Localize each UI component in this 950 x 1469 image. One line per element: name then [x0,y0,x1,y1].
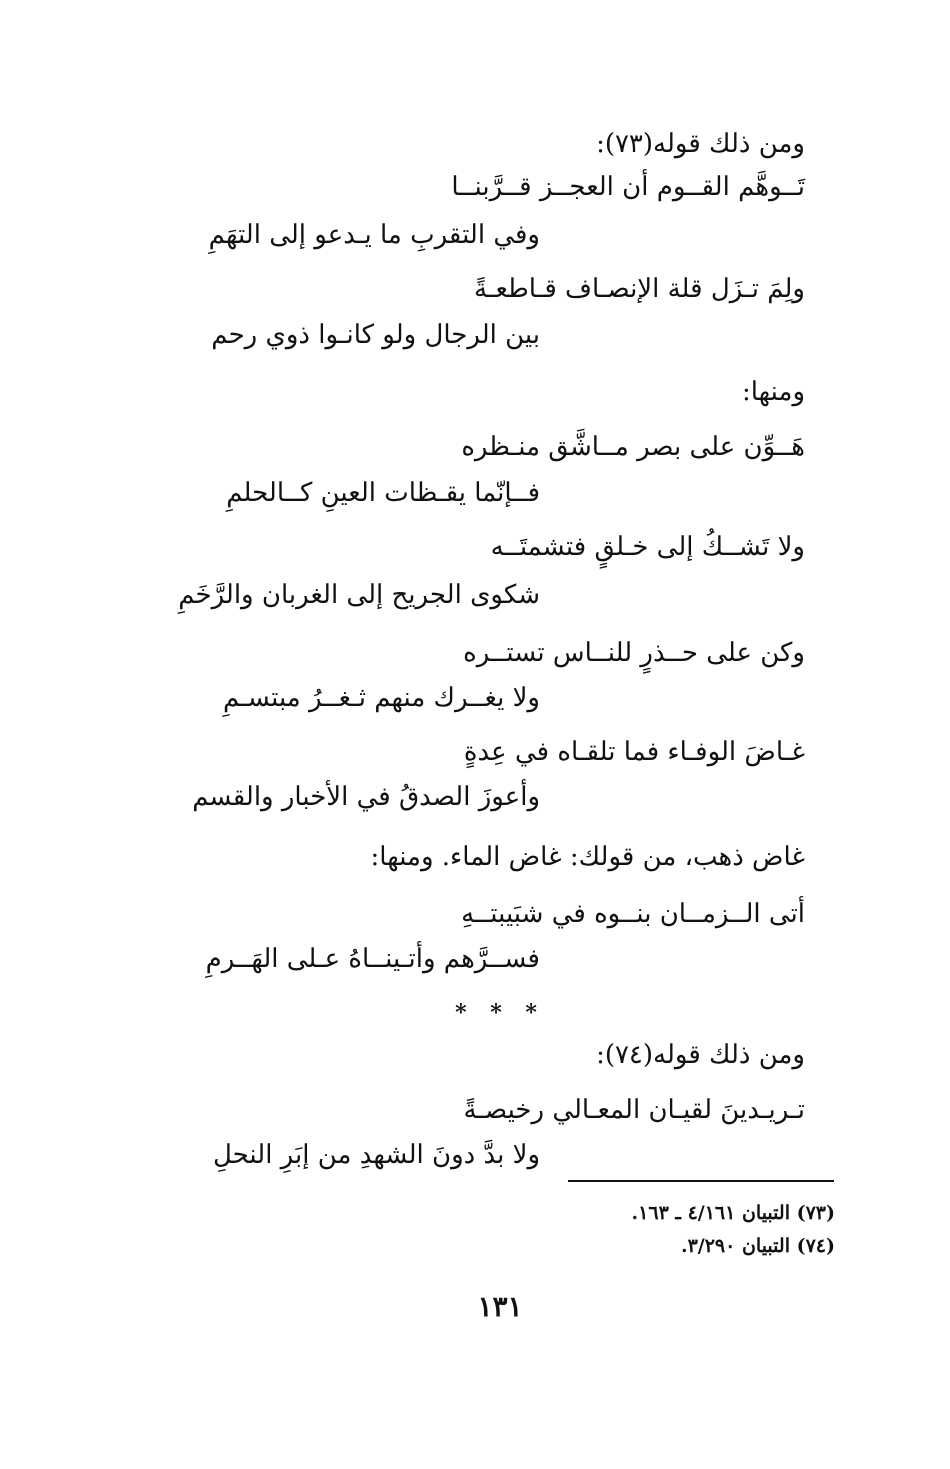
footnote-74: (٧٤) التبيان ٣/٢٩٠. [680,1235,835,1257]
verse-6-second-hemistich: وأعوزَ الصدقُ في الأخبار والقسم [192,782,540,812]
verse-6-first-hemistich: غـاضَ الوفـاء فما تلقـاه في عِدةٍ [463,737,805,767]
verse-7-second-hemistich: فســرَّهم وأتـينــاهُ عـلى الهَــرمِ [205,944,540,974]
footnote-divider [568,1180,834,1182]
verse-2-second-hemistich: بين الرجال ولو كانـوا ذوي رحم [211,320,540,350]
verse-2-first-hemistich: ولِمَ تـزَل قلة الإنصـاف قـاطعـةً [474,274,805,304]
verse-4-first-hemistich: ولا تَشــكُ إلى خـلقٍ فتشمتَــه [490,532,805,562]
intro-line-3: ومن ذلك قوله(٧٤): [596,1040,805,1070]
verse-1-first-hemistich: تَــوهَّم القــوم أن العجــز قــرَّبنــا [451,172,805,202]
verse-3-second-hemistich: فــإنّما يقـظات العينِ كــالحلمِ [226,478,540,508]
section-separator: * * * [455,1000,545,1026]
verse-1-second-hemistich: وفي التقربِ ما يـدعو إلى التهَمِ [208,220,540,250]
verse-7-first-hemistich: أتى الــزمــان بنــوه في شبَيبتــهِ [461,899,805,929]
verse-5-first-hemistich: وكن على حــذرٍ للنــاس تستــره [463,638,805,668]
footnote-73: (٧٣) التبيان ٤/١٦١ ـ ١٦٣. [631,1202,835,1224]
verse-4-second-hemistich: شكوى الجريح إلى الغربان والرَّخَمِ [178,580,540,610]
verse-3-first-hemistich: هَــوِّن على بصر مــاشَّق منـظره [461,432,805,462]
verse-5-second-hemistich: ولا يغــرك منهم ثـغــرُ مبتسـمِ [222,683,540,713]
intro-line-2: ومنها: [742,377,805,407]
intro-line-1: ومن ذلك قوله(٧٣): [596,129,805,159]
gloss-line: غاض ذهب، من قولك: غاض الماء. ومنها: [370,842,805,872]
verse-8-second-hemistich: ولا بدَّ دونَ الشهدِ من إبَرِ النحلِ [212,1140,540,1170]
verse-8-first-hemistich: تـريـدينَ لقيـان المعـالي رخيصـةً [463,1095,805,1125]
page-number: ١٣١ [477,1290,523,1323]
